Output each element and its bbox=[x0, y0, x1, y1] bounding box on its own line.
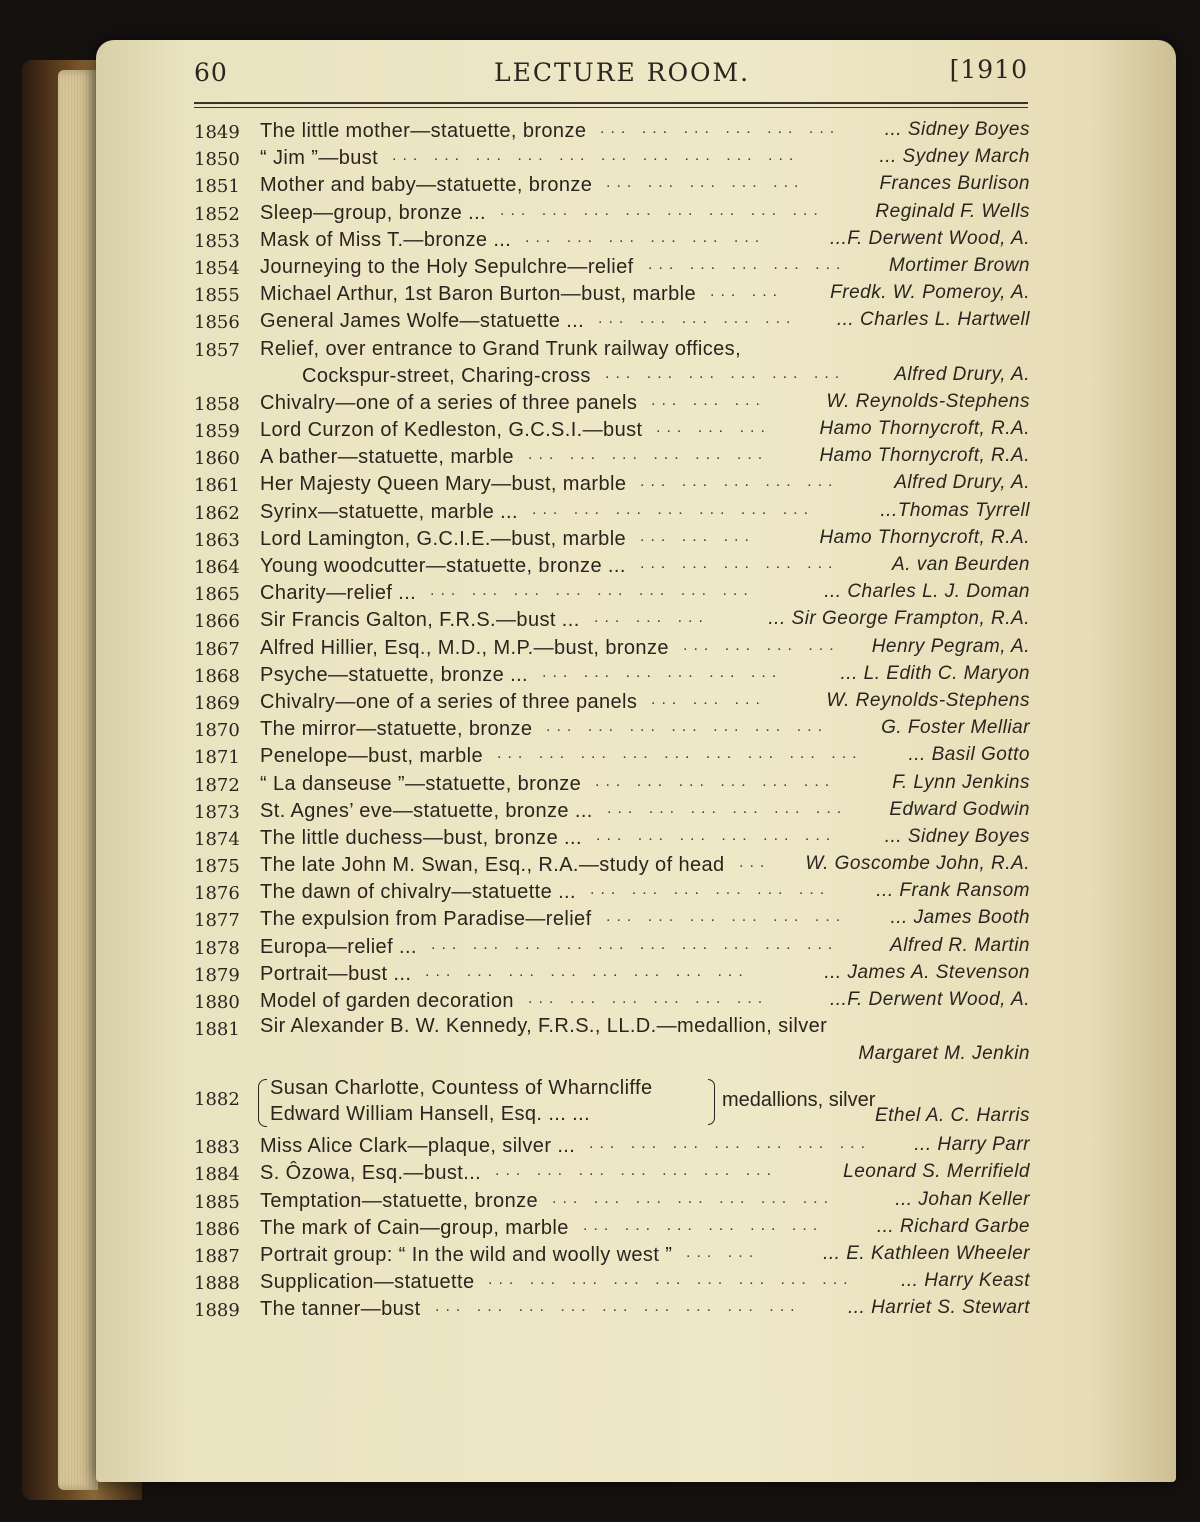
catalogue-entry bbox=[194, 417, 1030, 444]
catalogue-entry bbox=[194, 553, 1030, 580]
leader-dots: ... ... ... ... ... ... ... bbox=[495, 1162, 778, 1180]
entry-artist: Ethel A. C. Harris bbox=[874, 1105, 1030, 1127]
entry-title: S. Ôzowa, Esq.—bust... bbox=[260, 1162, 482, 1185]
leader-dots: ... ... ... ... ... ... ... ... ... bbox=[497, 745, 863, 763]
entry-artist: ... Basil Gotto bbox=[908, 744, 1030, 766]
catalogue-entry bbox=[194, 635, 1030, 662]
entry-title: The little mother—statuette, bronze bbox=[260, 120, 587, 142]
entry-title: Chivalry—one of a series of three panels bbox=[260, 690, 638, 713]
leader-dots: ... ... ... ... ... bbox=[606, 174, 805, 192]
entry-title: Portrait group: “ In the wild and woolly west ” bbox=[260, 1243, 673, 1266]
entry-artist: ... Harry Parr bbox=[914, 1134, 1030, 1156]
entry-number: 1865 bbox=[194, 584, 240, 606]
entry-artist: Leonard S. Merrifield bbox=[843, 1161, 1030, 1183]
catalogue-entry bbox=[194, 798, 1030, 825]
entry-number: 1871 bbox=[194, 747, 240, 769]
entry-title: The late John M. Swan, Esq., R.A.—study of head bbox=[260, 854, 725, 877]
entry-artist: Alfred Drury, A. bbox=[894, 363, 1030, 385]
leader-dots: ... ... ... ... ... ... ... ... ... bbox=[435, 1298, 801, 1316]
entry-title: Sir Alexander B. W. Kennedy, F.R.S., LL.D.—medallion, silver bbox=[260, 1015, 828, 1038]
entry-title: Charity—relief ... bbox=[260, 582, 417, 605]
entry-artist: ...Thomas Tyrrell bbox=[880, 499, 1030, 521]
entry-title: The expulsion from Paradise—relief bbox=[260, 908, 592, 931]
entry-number: 1867 bbox=[194, 638, 240, 660]
leader-dots: ... ... ... ... ... ... bbox=[525, 228, 766, 246]
entry-artist: Margaret M. Jenkin bbox=[858, 1043, 1030, 1065]
catalogue-entry bbox=[194, 1133, 1030, 1160]
catalogue-entry bbox=[194, 1215, 1030, 1242]
entry-title: Young woodcutter—statuette, bronze ... bbox=[260, 555, 626, 577]
entry-number: 1885 bbox=[194, 1191, 240, 1213]
entry-artist: A. van Beurden bbox=[892, 554, 1030, 575]
entry-artist: ... Sir George Frampton, R.A. bbox=[768, 608, 1030, 630]
entry-number: 1883 bbox=[194, 1137, 240, 1159]
entry-artist: Frances Burlison bbox=[879, 173, 1030, 195]
leader-dots: ... ... ... ... ... ... ... ... bbox=[500, 201, 824, 219]
catalogue-entry bbox=[194, 254, 1030, 281]
entry-artist: ... Charles L. Hartwell bbox=[836, 309, 1030, 331]
catalogue-entry bbox=[194, 934, 1030, 961]
catalogue-entry bbox=[194, 580, 1030, 607]
entry-number: 1886 bbox=[194, 1218, 240, 1240]
entry-number: 1861 bbox=[194, 475, 240, 497]
entry-title: Portrait—bust ... bbox=[260, 962, 412, 985]
leader-dots: ... ... ... ... ... ... bbox=[583, 1216, 824, 1234]
entry-artist: ... Sydney March bbox=[879, 146, 1030, 168]
entry-number: 1876 bbox=[194, 883, 240, 905]
entry-number: 1857 bbox=[194, 339, 240, 361]
entry-artist: ... Sidney Boyes bbox=[884, 119, 1030, 140]
leader-dots: ... ... ... ... ... ... bbox=[605, 364, 846, 382]
leader-dots: ... ... ... ... ... bbox=[648, 255, 847, 273]
entry-artist: Henry Pegram, A. bbox=[871, 635, 1030, 657]
leader-dots: ... ... ... ... ... ... bbox=[606, 908, 847, 926]
page-header bbox=[194, 55, 1028, 98]
entry-title: The mark of Cain—group, marble bbox=[260, 1216, 569, 1239]
entry-number: 1874 bbox=[194, 828, 240, 850]
entry-title: The little duchess—bust, bronze ... bbox=[260, 826, 582, 849]
entry-title: A bather—statuette, marble bbox=[260, 446, 514, 469]
entry-artist: ... Frank Ransom bbox=[876, 880, 1030, 902]
leader-dots: ... ... ... ... bbox=[683, 636, 840, 654]
entry-artist: Fredk. W. Pomeroy, A. bbox=[830, 282, 1030, 304]
entry-title: Alfred Hillier, Esq., M.D., M.P.—bust, bronze bbox=[260, 636, 669, 659]
entry-title: Relief, over entrance to Grand Trunk railway offices, bbox=[260, 337, 742, 360]
catalogue-entry bbox=[194, 172, 1030, 199]
entry-number: 1880 bbox=[194, 992, 240, 1013]
entry-number: 1878 bbox=[194, 937, 240, 959]
entry-artist: W. Reynolds-Stephens bbox=[826, 390, 1030, 412]
leader-dots: ... ... ... ... ... bbox=[640, 473, 839, 491]
page-number: 60 bbox=[194, 58, 228, 87]
entry-title: Susan Charlotte, Countess of Wharncliffe bbox=[270, 1077, 653, 1100]
leader-dots: ... ... ... ... ... ... bbox=[528, 990, 769, 1007]
entry-artist: ... Harry Keast bbox=[901, 1270, 1030, 1292]
catalogue-entry bbox=[194, 743, 1030, 770]
entry-artist: Mortimer Brown bbox=[888, 254, 1030, 276]
entry-number: 1879 bbox=[194, 964, 240, 986]
catalogue-entry bbox=[194, 906, 1030, 933]
entry-number: 1877 bbox=[194, 910, 240, 932]
entry-artist: Alfred R. Martin bbox=[890, 934, 1030, 956]
entry-artist: Hamo Thornycroft, R.A. bbox=[819, 418, 1030, 440]
entry-number: 1850 bbox=[194, 149, 240, 171]
running-title: LECTURE ROOM. bbox=[494, 58, 751, 87]
entry-artist: Hamo Thornycroft, R.A. bbox=[819, 445, 1030, 467]
catalogue-entry bbox=[194, 471, 1030, 498]
entry-number: 1889 bbox=[194, 1300, 240, 1322]
entry-artist: ... James A. Stevenson bbox=[824, 961, 1030, 983]
catalogue-entry bbox=[194, 444, 1030, 471]
leader-dots: ... ... ... ... ... bbox=[598, 310, 797, 328]
entry-title: The mirror—statuette, bronze bbox=[260, 718, 533, 741]
leader-dots: ... ... ... ... ... ... ... bbox=[589, 1135, 872, 1153]
entry-number: 1868 bbox=[194, 665, 240, 687]
entry-artist: ... Johan Keller bbox=[895, 1188, 1030, 1210]
entry-number: 1873 bbox=[194, 801, 240, 823]
entry-artist: ... Charles L. J. Doman bbox=[824, 581, 1030, 603]
catalogue-entry bbox=[194, 662, 1030, 689]
entry-artist: Edward Godwin bbox=[889, 798, 1030, 820]
entry-title: General James Wolfe—statuette ... bbox=[260, 310, 585, 333]
catalogue-entry bbox=[194, 526, 1030, 553]
entry-title: Edward William Hansell, Esq. ... ... bbox=[270, 1103, 591, 1126]
entry-number: 1856 bbox=[194, 312, 240, 334]
entry-title: Model of garden decoration bbox=[260, 990, 514, 1012]
catalogue-entry bbox=[194, 363, 1030, 390]
catalogue-entry bbox=[194, 771, 1030, 798]
entry-artist: ...F. Derwent Wood, A. bbox=[829, 989, 1030, 1010]
entry-number: 1855 bbox=[194, 285, 240, 307]
leader-dots: ... ... ... ... ... ... bbox=[590, 881, 831, 899]
entry-title: Sleep—group, bronze ... bbox=[260, 201, 486, 224]
entry-title: Penelope—bust, marble bbox=[260, 745, 483, 768]
catalogue-entry bbox=[194, 1296, 1030, 1323]
entry-artist: ...F. Derwent Wood, A. bbox=[829, 227, 1030, 249]
entry-description: medallions, silver bbox=[722, 1089, 876, 1112]
header-rule-thin bbox=[194, 107, 1028, 108]
entry-title: Syrinx—statuette, marble ... bbox=[260, 500, 518, 523]
entry-title: Her Majesty Queen Mary—bust, marble bbox=[260, 473, 627, 496]
leader-dots: ... ... ... ... ... ... ... bbox=[552, 1189, 835, 1207]
entry-title: Cockspur-street, Charing-cross bbox=[302, 364, 591, 387]
entry-number: 1875 bbox=[194, 856, 240, 878]
entry-artist: Hamo Thornycroft, R.A. bbox=[819, 526, 1030, 548]
leader-dots: ... ... ... ... ... ... ... ... ... bbox=[488, 1271, 854, 1289]
leader-dots: ... ... ... ... ... ... ... ... ... ... bbox=[431, 935, 839, 953]
entry-title: Mask of Miss T.—bronze ... bbox=[260, 228, 512, 251]
entry-number: 1854 bbox=[194, 257, 240, 279]
leader-dots: ... ... ... ... ... bbox=[640, 555, 839, 572]
entry-artist: Reginald F. Wells bbox=[875, 200, 1030, 222]
entry-title: Michael Arthur, 1st Baron Burton—bust, marble bbox=[260, 283, 696, 306]
entry-number: 1884 bbox=[194, 1164, 240, 1186]
entry-number: 1859 bbox=[194, 421, 240, 443]
entry-number: 1863 bbox=[194, 529, 240, 551]
entry-artist: ... James Booth bbox=[890, 907, 1030, 929]
catalogue-entry bbox=[194, 852, 1030, 879]
entry-title: Journeying to the Holy Sepulchre—relief bbox=[260, 255, 634, 278]
left-brace bbox=[258, 1079, 267, 1127]
leader-dots: ... ... ... ... ... ... ... ... ... ... bbox=[392, 147, 800, 165]
leader-dots: ... ... ... ... ... ... bbox=[596, 826, 837, 844]
leader-dots: ... ... ... ... ... ... bbox=[595, 772, 836, 790]
entry-number: 1888 bbox=[194, 1273, 240, 1295]
entry-number: 1851 bbox=[194, 176, 240, 198]
entry-title: Sir Francis Galton, F.R.S.—bust ... bbox=[260, 609, 580, 632]
leader-dots: ... ... ... bbox=[651, 391, 766, 409]
leader-dots: ... ... ... ... ... ... bbox=[607, 799, 848, 817]
entry-title: Lord Curzon of Kedleston, G.C.S.I.—bust bbox=[260, 419, 643, 442]
entry-title: “ Jim ”—bust bbox=[260, 147, 379, 170]
catalogue-entry bbox=[194, 607, 1030, 634]
catalogue-entry bbox=[194, 988, 1030, 1015]
entry-number: 1858 bbox=[194, 393, 240, 415]
catalogue-entry bbox=[194, 281, 1030, 308]
leader-dots: ... ... ... bbox=[651, 690, 766, 708]
entry-number: 1870 bbox=[194, 720, 240, 742]
leader-dots: ... ... bbox=[686, 1243, 760, 1261]
entry-title: Temptation—statuette, bronze bbox=[260, 1189, 539, 1212]
catalogue-entry-group bbox=[194, 1069, 1030, 1133]
entry-artist: W. Reynolds-Stephens bbox=[826, 689, 1030, 711]
entry-title: Miss Alice Clark—plaque, silver ... bbox=[260, 1135, 576, 1158]
entry-artist: ... Sidney Boyes bbox=[884, 825, 1030, 847]
entry-number: 1887 bbox=[194, 1245, 240, 1267]
header-year: [1910 bbox=[949, 55, 1028, 84]
entry-number: 1849 bbox=[194, 122, 240, 143]
entry-number: 1864 bbox=[194, 557, 240, 578]
catalogue-entry bbox=[194, 825, 1030, 852]
leader-dots: ... ... ... ... ... ... ... ... bbox=[430, 582, 754, 600]
catalogue-entry bbox=[194, 336, 1030, 363]
entry-artist: F. Lynn Jenkins bbox=[892, 771, 1030, 793]
catalogue-list bbox=[194, 118, 1030, 1324]
right-brace bbox=[708, 1079, 715, 1125]
leader-dots: ... ... ... ... ... ... ... ... bbox=[425, 962, 749, 980]
catalogue-entry bbox=[194, 716, 1030, 743]
entry-title: Chivalry—one of a series of three panels bbox=[260, 391, 638, 414]
catalogue-entry bbox=[194, 390, 1030, 417]
header-rule bbox=[194, 102, 1028, 104]
entry-number: 1853 bbox=[194, 230, 240, 252]
entry-number: 1852 bbox=[194, 203, 240, 225]
entry-number: 1866 bbox=[194, 611, 240, 633]
catalogue-entry bbox=[194, 200, 1030, 227]
catalogue-entry bbox=[194, 1269, 1030, 1296]
catalogue-entry bbox=[194, 961, 1030, 988]
entry-title: Europa—relief ... bbox=[260, 935, 417, 958]
entry-title: Mother and baby—statuette, bronze bbox=[260, 174, 593, 197]
catalogue-entry bbox=[194, 308, 1030, 335]
entry-title: “ La danseuse ”—statuette, bronze bbox=[260, 772, 582, 795]
catalogue-entry bbox=[194, 1160, 1030, 1187]
entry-title: The tanner—bust bbox=[260, 1298, 421, 1321]
leader-dots: ... ... ... bbox=[656, 419, 771, 437]
catalogue-entry bbox=[194, 499, 1030, 526]
entry-number: 1862 bbox=[194, 502, 240, 524]
leader-dots: ... ... ... bbox=[640, 527, 755, 545]
entry-artist: ... L. Edith C. Maryon bbox=[840, 662, 1030, 684]
leader-dots: ... ... ... ... ... ... ... bbox=[546, 718, 829, 736]
catalogue-entry bbox=[194, 1015, 1030, 1069]
leader-dots: ... ... ... ... ... ... bbox=[528, 446, 769, 464]
entry-artist: G. Foster Melliar bbox=[881, 717, 1030, 739]
entry-number: 1872 bbox=[194, 774, 240, 796]
catalogue-entry bbox=[194, 689, 1030, 716]
entry-number: 1860 bbox=[194, 448, 240, 470]
entry-title: Lord Lamington, G.C.I.E.—bust, marble bbox=[260, 527, 627, 550]
leader-dots: ... bbox=[739, 854, 771, 872]
entry-artist: W. Goscombe John, R.A. bbox=[805, 853, 1030, 875]
leader-dots: ... ... ... ... ... ... bbox=[542, 663, 783, 681]
entry-artist: ... Richard Garbe bbox=[876, 1215, 1030, 1237]
catalogue-entry bbox=[194, 227, 1030, 254]
catalogue-entry bbox=[194, 879, 1030, 906]
entry-title: Supplication—statuette bbox=[260, 1271, 475, 1294]
entry-title: St. Agnes’ eve—statuette, bronze ... bbox=[260, 799, 593, 822]
entry-artist: ... E. Kathleen Wheeler bbox=[823, 1242, 1030, 1264]
leader-dots: ... ... bbox=[710, 283, 784, 301]
entry-number: 1881 bbox=[194, 1019, 240, 1041]
entry-title: Psyche—statuette, bronze ... bbox=[260, 663, 528, 686]
entry-artist: ... Harriet S. Stewart bbox=[847, 1297, 1030, 1319]
entry-number: 1869 bbox=[194, 692, 240, 714]
catalogue-entry bbox=[194, 145, 1030, 172]
page-edges bbox=[58, 70, 98, 1490]
catalogue-entry bbox=[194, 1188, 1030, 1215]
leader-dots: ... ... ... ... ... ... ... bbox=[532, 500, 815, 518]
entry-artist: Alfred Drury, A. bbox=[894, 472, 1030, 494]
entry-number: 1882 bbox=[194, 1089, 240, 1111]
entry-title: The dawn of chivalry—statuette ... bbox=[260, 881, 576, 904]
catalogue-entry bbox=[194, 1242, 1030, 1269]
catalogue-entry bbox=[194, 118, 1030, 145]
leader-dots: ... ... ... ... ... ... bbox=[600, 120, 841, 137]
leader-dots: ... ... ... bbox=[594, 609, 709, 627]
